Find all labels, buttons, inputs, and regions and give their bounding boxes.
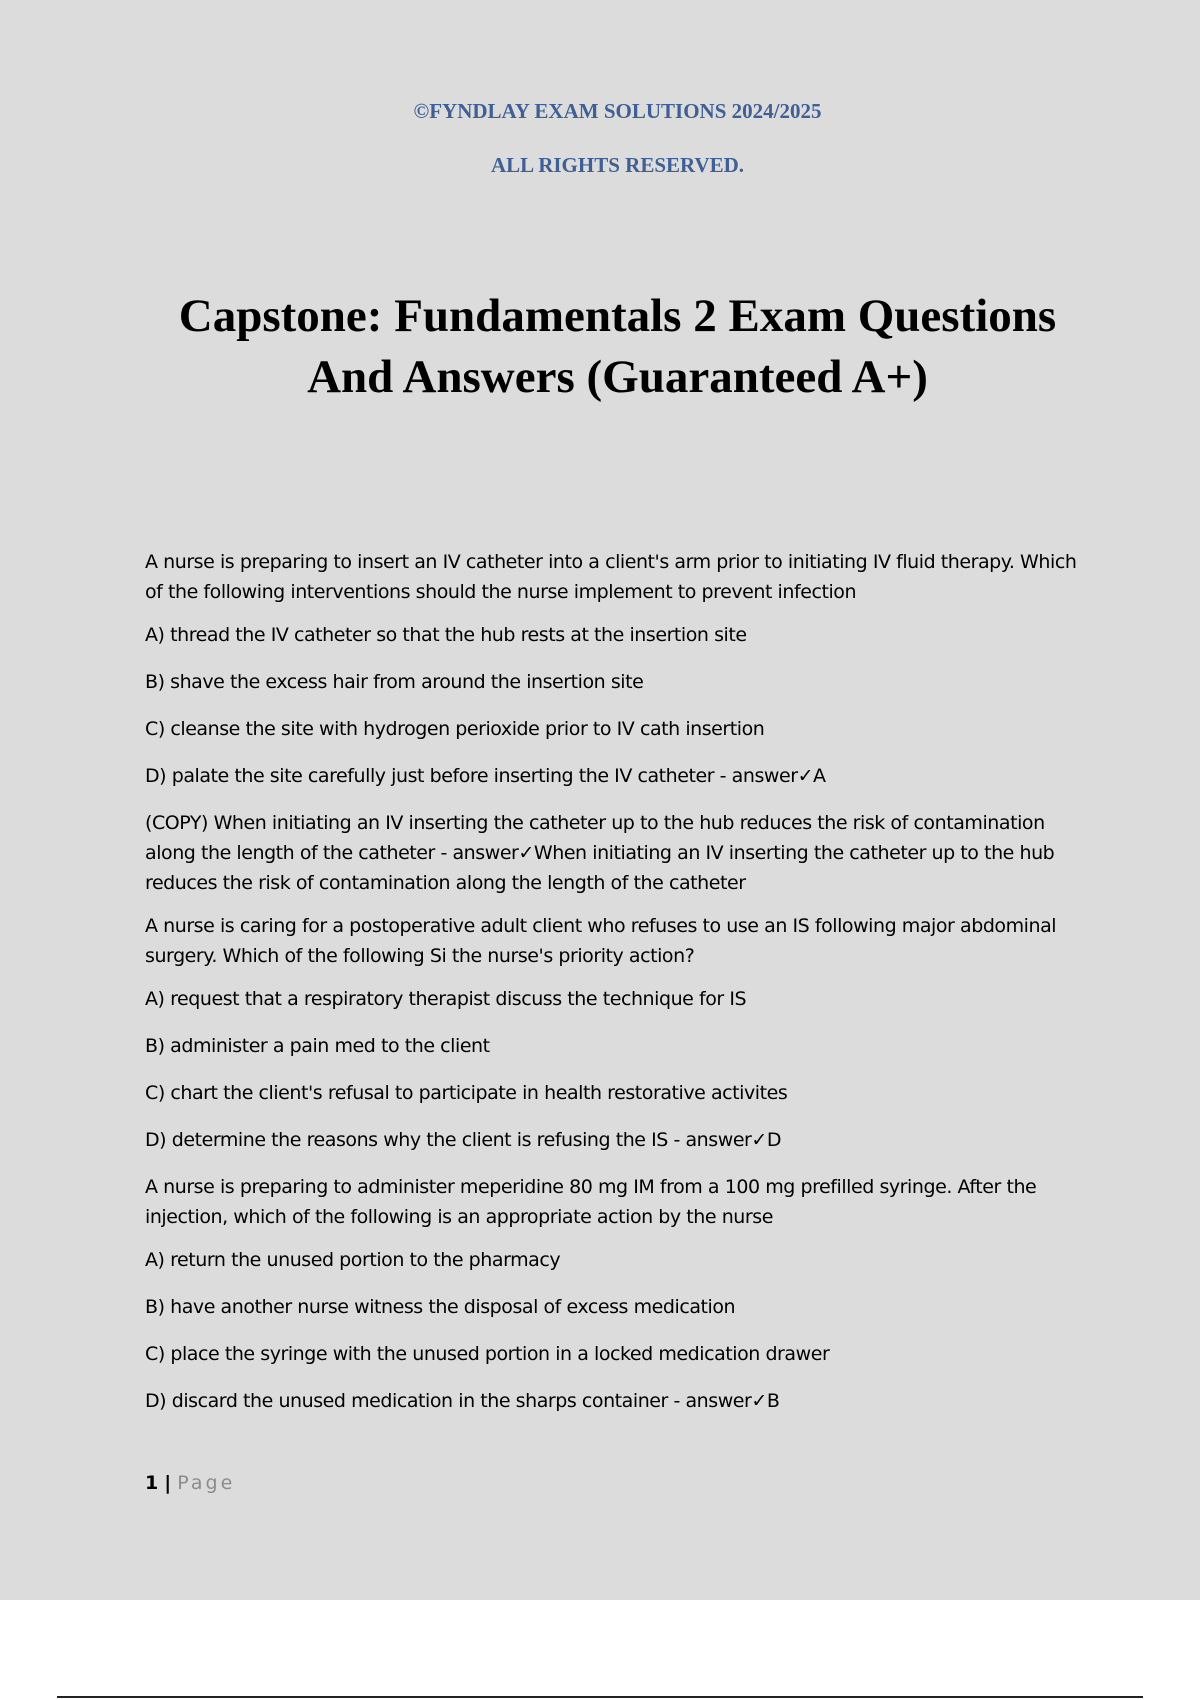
page-separator: | [164,1472,172,1494]
answer-option: D) discard the unused medication in the sharps container - answer✓B [145,1390,780,1412]
answer-option: A) thread the IV catheter so that the hub rests at the insertion site [145,624,747,646]
answer-rationale: (COPY) When initiating an IV inserting the catheter up to the hub reduces the risk of contamination along the length of the catheter - answer✓When initiating an IV inserting the catheter up to the hub reduces the risk of contamination along the length of the catheter [145,812,1055,894]
question-text: A nurse is preparing to insert an IV catheter into a client's arm prior to initiating IV fluid therapy. Which of the following interventions should the nurse implement to prevent infection [145,551,1077,603]
answer-option: D) determine the reasons why the client is refusing the IS - answer✓D [145,1129,782,1151]
bottom-rule [57,1696,1143,1698]
answer-option: C) cleanse the site with hydrogen perioxide prior to IV cath insertion [145,718,765,740]
title-line-2: And Answers (Guaranteed A+) [307,351,928,403]
page-label: Page [177,1472,236,1494]
answer-option: B) administer a pain med to the client [145,1035,490,1057]
page-footer [145,1472,235,1494]
document-title [0,286,1200,408]
page-number: 1 [145,1472,159,1494]
question-text: A nurse is caring for a postoperative adult client who refuses to use an IS following major abdominal surgery. Which of the following Si the nurse's priority action? [145,915,1057,967]
answer-option: B) shave the excess hair from around the insertion site [145,671,644,693]
answer-option: D) palate the site carefully just before inserting the IV catheter - answer✓A [145,765,826,787]
question-text: A nurse is preparing to administer meperidine 80 mg IM from a 100 mg prefilled syringe. After the injection, which of the following is an appropriate action by the nurse [145,1176,1037,1228]
answer-option: C) chart the client's refusal to participate in health restorative activites [145,1082,788,1104]
answer-option: A) return the unused portion to the pharmacy [145,1249,561,1271]
answer-option: A) request that a respiratory therapist discuss the technique for IS [145,988,747,1010]
answer-option: C) place the syringe with the unused portion in a locked medication drawer [145,1343,830,1365]
answer-option: B) have another nurse witness the disposal of excess medication [145,1296,736,1318]
rights-header: ALL RIGHTS RESERVED. [490,153,745,177]
title-line-1: Capstone: Fundamentals 2 Exam Questions [178,290,1057,342]
copyright-header: ©FYNDLAY EXAM SOLUTIONS 2024/2025 [413,99,822,123]
question-list [145,547,1085,1433]
